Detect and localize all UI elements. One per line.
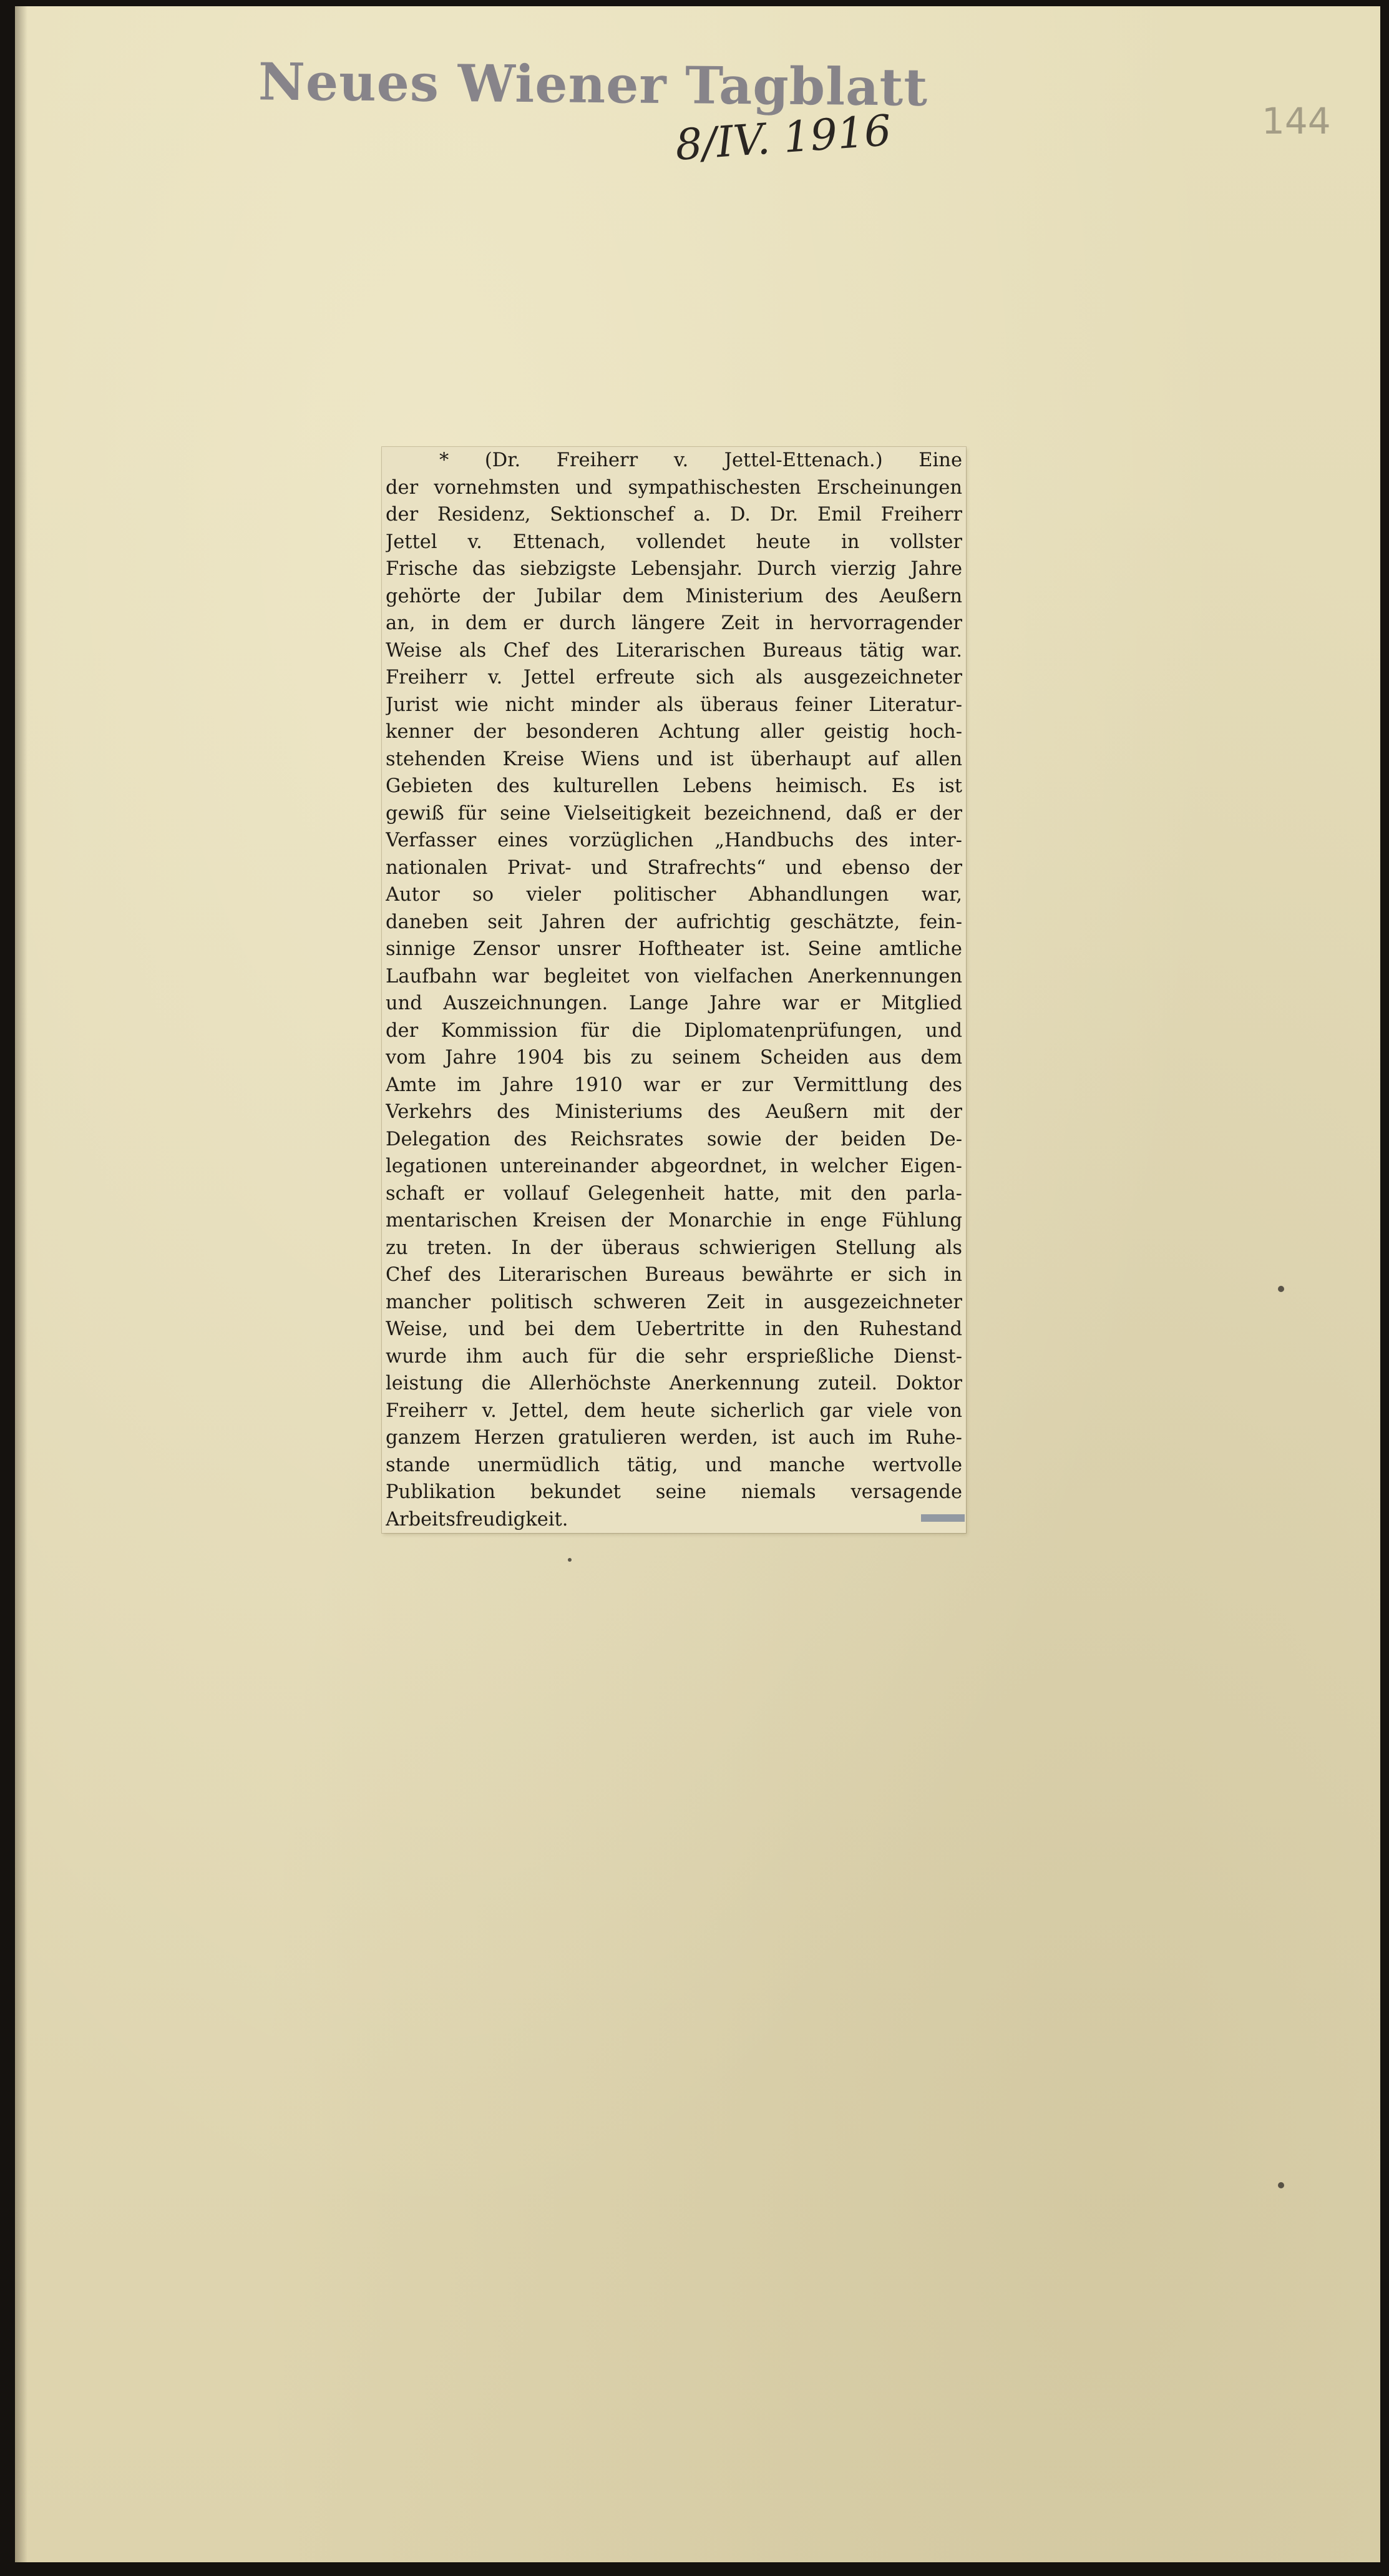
archive-number: 144	[1262, 100, 1331, 142]
archive-sheet	[15, 6, 1380, 2562]
clipping-line: und Auszeichnungen. Lange Jahre war er Mitglied	[386, 992, 962, 1014]
ink-speck	[568, 1558, 572, 1562]
clipping-line: Chef des Literarischen Bureaus bewährte er sich in	[386, 1264, 962, 1286]
clipping-line: mancher politisch schweren Zeit in ausgezeichneter	[386, 1291, 962, 1313]
newspaper-clipping	[382, 447, 966, 1533]
clipping-line: mentarischen Kreisen der Monarchie in enge Fühlung	[386, 1210, 962, 1232]
clipping-line: an, in dem er durch längere Zeit in hervorragender	[386, 612, 962, 634]
clipping-line: stehenden Kreise Wiens und ist überhaupt auf allen	[386, 748, 962, 770]
clipping-line: nationalen Privat- und Strafrechts“ und ebenso der	[386, 856, 962, 879]
clipping-line: Arbeitsfreudigkeit.	[386, 1508, 568, 1530]
clipping-line: gehörte der Jubilar dem Ministerium des Aeußern	[386, 585, 962, 607]
clipping-line: gewiß für seine Vielseitigkeit bezeichnend, daß er der	[386, 802, 962, 825]
clipping-line: Autor so vieler politischer Abhandlungen war,	[386, 884, 962, 906]
clipping-line: der vornehmsten und sympathischesten Erscheinungen	[386, 476, 962, 499]
clipping-line: Verkehrs des Ministeriums des Aeußern mit der	[386, 1101, 962, 1123]
clipping-line: Freiherr v. Jettel erfreute sich als ausgezeichneter	[386, 667, 962, 688]
ink-speck	[1278, 1286, 1284, 1292]
clipping-line: sinnige Zensor unsrer Hoftheater ist. Seine amtliche	[386, 938, 962, 960]
clipping-line: kenner der besonderen Achtung aller geistig hoch-	[386, 721, 962, 743]
clipping-line: Delegation des Reichsrates sowie der beiden De-	[386, 1128, 962, 1150]
clipping-line: Frische das siebzigste Lebensjahr. Durch vierzig Jahre	[386, 558, 962, 580]
clipping-line: Jurist wie nicht minder als überaus feiner Literatur-	[386, 693, 962, 716]
clipping-line: Jettel v. Ettenach, vollendet heute in vollster	[386, 531, 962, 553]
clipping-line: * (Dr. Freiherr v. Jettel-Ettenach.) Eine	[439, 449, 962, 471]
clipping-line: Gebieten des kulturellen Lebens heimisch. Es ist	[386, 775, 962, 797]
ink-speck	[1278, 2182, 1284, 2188]
clipping-line: zu treten. In der überaus schwierigen Stellung als	[386, 1237, 962, 1259]
newspaper-name-stamp: Neues Wiener Tagblatt	[258, 52, 928, 118]
clipping-line: der Kommission für die Diplomatenprüfungen, und	[386, 1019, 962, 1042]
clipping-line: ganzem Herzen gratulieren werden, ist auch im Ruhe-	[386, 1427, 962, 1449]
clipping-line: wurde ihm auch für die sehr ersprießliche Dienst-	[386, 1345, 962, 1368]
clipping-line: Publikation bekundet seine niemals versagende	[386, 1481, 962, 1503]
binding-edge	[15, 6, 27, 2562]
clipping-line: stande unermüdlich tätig, und manche wertvolle	[386, 1454, 962, 1476]
clipping-line: daneben seit Jahren der aufrichtig geschätzte, fein-	[386, 911, 962, 933]
clipping-line: schaft er vollauf Gelegenheit hatte, mit den parla-	[386, 1182, 962, 1205]
clipping-line: Verfasser eines vorzüglichen „Handbuchs des inter-	[386, 830, 962, 851]
clipping-line: Laufbahn war begleitet von vielfachen Anerkennungen	[386, 965, 962, 987]
clipping-line: Weise als Chef des Literarischen Bureaus tätig war.	[386, 639, 962, 662]
clipping-line: legationen untereinander abgeordnet, in welcher Eigen-	[386, 1155, 962, 1177]
clipping-line: Freiherr v. Jettel, dem heute sicherlich gar viele von	[386, 1399, 962, 1422]
clipping-line: vom Jahre 1904 bis zu seinem Scheiden aus dem	[386, 1047, 962, 1069]
clipping-line: leistung die Allerhöchste Anerkennung zuteil. Doktor	[386, 1373, 962, 1394]
clipping-line: der Residenz, Sektionschef a. D. Dr. Emil Freiherr	[386, 504, 962, 526]
clipping-line: Amte im Jahre 1910 war er zur Vermittlung des	[386, 1074, 962, 1096]
clipping-line: Weise, und bei dem Uebertritte in den Ruhestand	[386, 1318, 962, 1340]
handwritten-date: 8/IV. 1916	[673, 106, 893, 170]
pencil-mark	[921, 1514, 965, 1522]
